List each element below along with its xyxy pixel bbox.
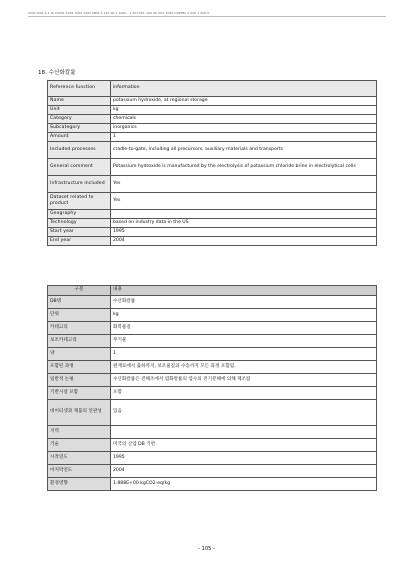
table-row — [48, 124, 377, 133]
table-row — [48, 296, 377, 309]
row-key: Amount — [48, 133, 111, 142]
row-value: cradle-to-gate, including all precursors, auxiliary materials and transports — [111, 142, 377, 159]
row-value: kg — [111, 309, 377, 322]
row-value: 1.888E+00 kgCO2-eq/kg — [111, 478, 377, 491]
row-value: 화학물질 — [111, 322, 377, 335]
row-key: Technology — [48, 219, 111, 228]
row-value: 무기물 — [111, 335, 377, 348]
row-key: Reference function — [48, 81, 111, 97]
table-row — [48, 335, 377, 348]
section-title: 18. 수산화칼륨 — [38, 70, 76, 76]
row-key: 기술 — [48, 439, 111, 452]
row-value: information — [111, 81, 377, 97]
table-row — [48, 159, 377, 176]
row-key: 기반시설 포함 — [48, 387, 111, 400]
table-row — [48, 106, 377, 115]
table-row — [48, 361, 377, 374]
table-row — [48, 142, 377, 159]
row-key: Included processes — [48, 142, 111, 159]
row-value: based on industry data in the US — [111, 219, 377, 228]
english-info-table — [47, 80, 377, 246]
table-row — [48, 374, 377, 387]
row-key: Geography — [48, 210, 111, 219]
row-key: Start year — [48, 228, 111, 237]
row-key: 단위 — [48, 309, 111, 322]
row-value: 수산화칼륨은 전해조에서 염화칼륨의 염수의 전기분해에 의해 제조됨 — [111, 374, 377, 387]
row-value: 1 — [111, 133, 377, 142]
row-key: 구분 — [48, 286, 111, 296]
row-key: 시작연도 — [48, 452, 111, 465]
row-value: 1995 — [111, 452, 377, 465]
row-value: kg — [111, 106, 377, 115]
row-key: 데이터셋과 제품의 연관성 — [48, 400, 111, 426]
row-value: 수산화칼륨 — [111, 296, 377, 309]
row-value: Potassium hydroxide is manufactured by the electrolysis of potassium chloride brine in electrolytical cells — [111, 159, 377, 176]
table-row — [48, 133, 377, 142]
table-row — [48, 322, 377, 335]
table-row — [48, 228, 377, 237]
table-row — [48, 348, 377, 361]
row-key: Category — [48, 115, 111, 124]
table-row — [48, 81, 377, 97]
table-row — [48, 426, 377, 439]
row-value: Yes — [111, 193, 377, 210]
row-key: End year — [48, 237, 111, 246]
table-row — [48, 176, 377, 193]
row-value: 2004 — [111, 465, 377, 478]
row-key: 보조카테고리 — [48, 335, 111, 348]
row-value: 있음 — [111, 400, 377, 426]
row-value: potassium hydroxide, at regional storage — [111, 97, 377, 106]
row-value: 포함 — [111, 387, 377, 400]
korean-info-table — [47, 285, 377, 491]
table-row — [48, 210, 377, 219]
row-key: Dataset related to product — [48, 193, 111, 210]
row-key: Infrastructure included — [48, 176, 111, 193]
row-value: 미국의 산업 DB 기반 — [111, 439, 377, 452]
running-header: 2002 DNA 3-1 NI 20001 5034 3000 2000 NEW A 120 WI-1 1000 - 1 007700, 200 00 VO1 1000 DOPPEL 0 000 1 000 0 — [28, 11, 210, 15]
table-row — [48, 115, 377, 124]
table-row — [48, 286, 377, 296]
row-value: chemicals — [111, 115, 377, 124]
row-value: Yes — [111, 176, 377, 193]
row-key: DB명 — [48, 296, 111, 309]
row-key: 포함된 과정 — [48, 361, 111, 374]
table-row — [48, 465, 377, 478]
row-key: General comment — [48, 159, 111, 176]
row-key: Name — [48, 97, 111, 106]
table-row — [48, 452, 377, 465]
table-row — [48, 387, 377, 400]
table-row — [48, 193, 377, 210]
page-number: - 105 - — [198, 546, 215, 552]
row-key: Subcategory — [48, 124, 111, 133]
row-key: Unit — [48, 106, 111, 115]
header-rule — [28, 16, 386, 17]
table-row — [48, 439, 377, 452]
row-key: 마지막연도 — [48, 465, 111, 478]
row-value: 2004 — [111, 237, 377, 246]
row-value: inorganics — [111, 124, 377, 133]
row-value: 내용 — [111, 286, 377, 296]
table-row — [48, 400, 377, 426]
table-row — [48, 309, 377, 322]
row-key: 지역 — [48, 426, 111, 439]
row-value — [111, 210, 377, 219]
row-value — [111, 426, 377, 439]
table-row — [48, 219, 377, 228]
row-value: 1 — [111, 348, 377, 361]
row-key: 일반적 논평 — [48, 374, 111, 387]
row-value: 원재료에서 출하까지, 보조물질과 수송까지 모든 과정 포함됨. — [111, 361, 377, 374]
table-row — [48, 237, 377, 246]
row-key: 환경영향 — [48, 478, 111, 491]
table-row — [48, 97, 377, 106]
row-key: 양 — [48, 348, 111, 361]
row-key: 카테고리 — [48, 322, 111, 335]
table-row — [48, 478, 377, 491]
row-value: 1995 — [111, 228, 377, 237]
